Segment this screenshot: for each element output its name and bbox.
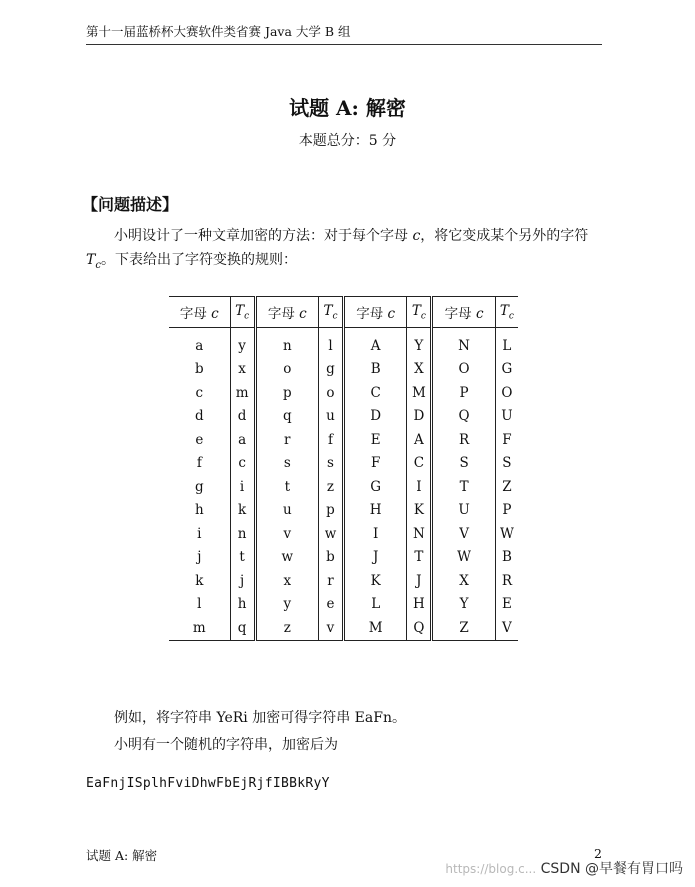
source-letter-cell: U (432, 499, 495, 523)
source-letter-cell: Y (432, 593, 495, 617)
intro-text-1: 小明设计了一种文章加密的方法：对于每个字母 (114, 228, 413, 244)
target-letter-cell: n (230, 522, 255, 546)
source-letter-cell: o (255, 358, 318, 382)
page-number: 2 (594, 846, 602, 861)
table-row (169, 569, 518, 593)
source-letter-cell: H (343, 499, 406, 523)
target-letter-cell: d (230, 405, 255, 429)
source-letter-cell: T (432, 475, 495, 499)
target-letter-cell: F (502, 431, 512, 448)
c-symbol: c (412, 228, 421, 244)
source-letter-cell: E (343, 428, 406, 452)
section-heading: 【问题描述】 (82, 195, 179, 214)
target-letter-cell: V (502, 619, 512, 636)
table-row (169, 358, 518, 382)
target-letter-cell: e (319, 593, 344, 617)
t-subscript: c (95, 259, 101, 271)
source-letter-cell: r (255, 428, 318, 452)
source-letter-cell: I (343, 522, 406, 546)
target-letter-cell: b (319, 546, 344, 570)
target-letter-cell: H (407, 593, 432, 617)
source-letter-cell: D (343, 405, 406, 429)
source-letter-cell: x (255, 569, 318, 593)
example-line: 例如，将字符串 YeRi 加密可得字符串 EaFn。 (114, 710, 406, 726)
table-row (169, 616, 518, 640)
target-letter-cell: U (501, 408, 513, 425)
source-letter-cell: d (169, 405, 230, 429)
source-letter-cell: J (343, 546, 406, 570)
source-letter-cell: K (343, 569, 406, 593)
target-letter-cell: S (502, 455, 512, 472)
target-letter-cell: h (230, 593, 255, 617)
table-row (169, 452, 518, 476)
target-letter-cell: g (319, 358, 344, 382)
header-letter-c: 字母 c (169, 297, 230, 328)
source-letter-cell: n (255, 328, 318, 358)
target-letter-cell: J (407, 569, 432, 593)
target-letter-cell: C (407, 452, 432, 476)
target-letter-cell: T (407, 546, 432, 570)
header-letter-c: 字母 c (343, 297, 406, 328)
target-letter-cell: j (230, 569, 255, 593)
source-letter-cell: F (343, 452, 406, 476)
target-letter-cell: M (407, 381, 432, 405)
source-letter-cell: k (169, 569, 230, 593)
target-letter-cell: m (230, 381, 255, 405)
source-letter-cell: f (169, 452, 230, 476)
table-row (169, 593, 518, 617)
ciphertext: EaFnjISplhFviDhwFbEjRjfIBBkRyY (86, 776, 330, 791)
source-letter-cell: S (432, 452, 495, 476)
source-letter-cell: v (255, 522, 318, 546)
table-row (169, 499, 518, 523)
target-letter-cell: A (407, 428, 432, 452)
source-letter-cell: p (255, 381, 318, 405)
table-row (169, 522, 518, 546)
source-letter-cell: V (432, 522, 495, 546)
score-line: 本题总分：5 分 (298, 133, 397, 149)
target-letter-cell: R (501, 572, 512, 589)
target-letter-cell: x (230, 358, 255, 382)
table-header-row (169, 297, 518, 328)
source-letter-cell: m (169, 616, 230, 640)
target-letter-cell: q (230, 616, 255, 640)
source-letter-cell: s (255, 452, 318, 476)
source-letter-cell: R (432, 428, 495, 452)
target-letter-cell: p (319, 499, 344, 523)
target-letter-cell: Q (407, 616, 432, 640)
page-header: 第十一届蓝桥杯大赛软件类省赛 Java 大学 B 组 (86, 22, 602, 45)
source-letter-cell: G (343, 475, 406, 499)
target-letter-cell: L (502, 337, 512, 354)
target-letter-cell: W (499, 525, 514, 542)
source-letter-cell: q (255, 405, 318, 429)
target-letter-cell: u (319, 405, 344, 429)
source-letter-cell: L (343, 593, 406, 617)
target-letter-cell: Z (502, 478, 512, 495)
target-letter-cell: f (319, 428, 344, 452)
intro-text-3: 。下表给出了字符变换的规则： (100, 252, 297, 268)
table-row (169, 428, 518, 452)
source-letter-cell: i (169, 522, 230, 546)
source-letter-cell: M (343, 616, 406, 640)
source-letter-cell: e (169, 428, 230, 452)
target-letter-cell: Y (407, 328, 432, 358)
table-row (169, 405, 518, 429)
target-letter-cell: X (407, 358, 432, 382)
source-letter-cell: b (169, 358, 230, 382)
source-letter-cell: P (432, 381, 495, 405)
target-letter-cell: s (319, 452, 344, 476)
source-letter-cell: j (169, 546, 230, 570)
target-letter-cell: k (230, 499, 255, 523)
random-string-line: 小明有一个随机的字符串，加密后为 (114, 737, 338, 753)
target-letter-cell: z (319, 475, 344, 499)
watermark (445, 858, 683, 878)
target-letter-cell: O (501, 384, 513, 401)
target-letter-cell: P (502, 502, 512, 519)
source-letter-cell: c (169, 381, 230, 405)
t-symbol: T (86, 252, 96, 268)
target-letter-cell: G (501, 361, 513, 378)
footer-title: 试题 A: 解密 (86, 848, 158, 863)
target-letter-cell: v (319, 616, 344, 640)
target-letter-cell: D (407, 405, 432, 429)
header-tc: $T_c$ (230, 297, 255, 328)
source-letter-cell: X (432, 569, 495, 593)
target-letter-cell: N (407, 522, 432, 546)
source-letter-cell: Z (432, 616, 495, 640)
target-letter-cell: w (319, 522, 344, 546)
header-letter-c: 字母 c (255, 297, 318, 328)
target-letter-cell: I (407, 475, 432, 499)
header-tc: $T_c$ (495, 297, 518, 328)
header-letter-c: 字母 c (432, 297, 495, 328)
source-letter-cell: a (169, 328, 230, 358)
target-letter-cell: c (230, 452, 255, 476)
target-letter-cell: l (319, 328, 344, 358)
target-letter-cell: a (230, 428, 255, 452)
source-letter-cell: g (169, 475, 230, 499)
target-letter-cell: r (319, 569, 344, 593)
table-body (169, 328, 518, 641)
source-letter-cell: W (432, 546, 495, 570)
cipher-table (169, 296, 518, 641)
source-letter-cell: z (255, 616, 318, 640)
target-letter-cell: y (230, 328, 255, 358)
target-letter-cell: E (501, 596, 512, 613)
target-letter-cell: K (407, 499, 432, 523)
intro-text-2: ，将它变成某个另外的字符 (420, 228, 589, 244)
target-letter-cell: t (230, 546, 255, 570)
source-letter-cell: u (255, 499, 318, 523)
source-letter-cell: y (255, 593, 318, 617)
source-letter-cell: O (432, 358, 495, 382)
source-letter-cell: w (255, 546, 318, 570)
table-row (169, 381, 518, 405)
source-letter-cell: A (343, 328, 406, 358)
target-letter-cell: B (501, 549, 512, 566)
source-letter-cell: l (169, 593, 230, 617)
target-letter-cell: i (230, 475, 255, 499)
target-letter-cell: o (319, 381, 344, 405)
source-letter-cell: N (432, 328, 495, 358)
watermark-url: https://blog.c... (445, 862, 537, 876)
source-letter-cell: C (343, 381, 406, 405)
source-letter-cell: t (255, 475, 318, 499)
table-row (169, 546, 518, 570)
watermark-text: CSDN @早餐有胃口吗 (540, 861, 683, 877)
table-row (169, 328, 518, 358)
header-tc: $T_c$ (319, 297, 344, 328)
intro-paragraph (86, 224, 604, 278)
table-row (169, 475, 518, 499)
problem-title: 试题 A: 解密 (289, 96, 406, 120)
source-letter-cell: Q (432, 405, 495, 429)
header-tc: $T_c$ (407, 297, 432, 328)
source-letter-cell: h (169, 499, 230, 523)
source-letter-cell: B (343, 358, 406, 382)
